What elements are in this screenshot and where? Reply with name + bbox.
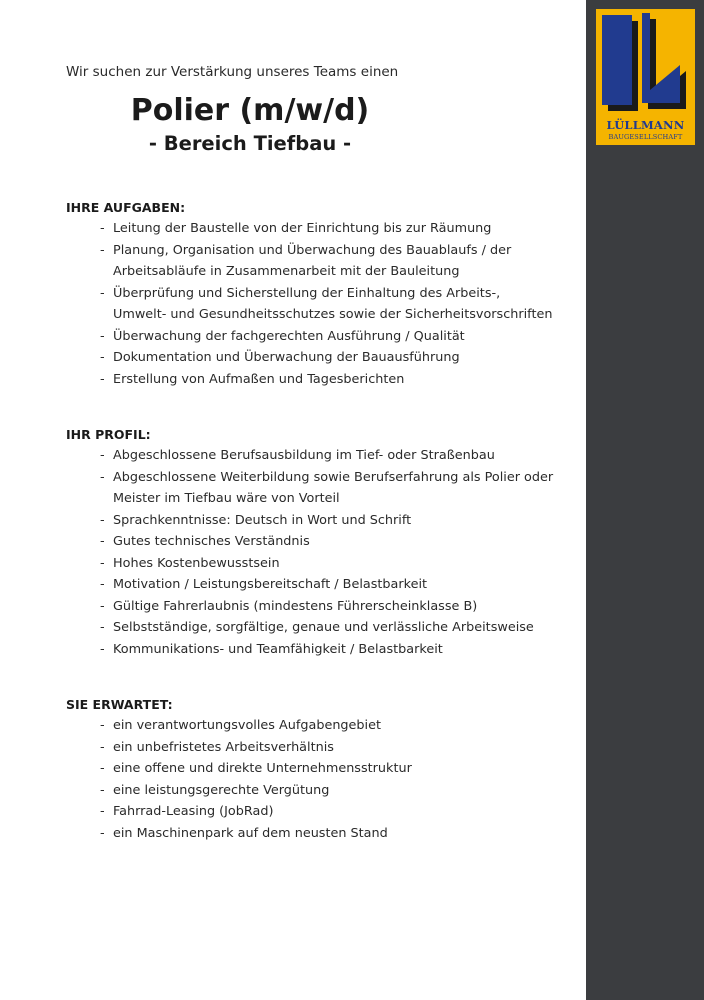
list-item-text: Arbeitsabläufe in Zusammenarbeit mit der Bauleitung: [113, 264, 460, 279]
list-item: [66, 531, 576, 553]
bullet-dash: -: [100, 328, 105, 344]
list-item-text: Selbstständige, sorgfältige, genaue und verlässliche Arbeitsweise: [113, 620, 534, 635]
logo-mark-icon: [596, 9, 695, 119]
bullet-dash: -: [100, 242, 105, 258]
list-item: [66, 240, 576, 283]
bullet-dash: -: [100, 739, 105, 755]
list-item-text: Überwachung der fachgerechten Ausführung / Qualität: [113, 328, 465, 344]
list-item-text: ein Maschinenpark auf dem neusten Stand: [113, 825, 388, 841]
list-item-text: Überprüfung und Sicherstellung der Einhaltung des Arbeits-,: [113, 285, 501, 301]
bullet-dash: -: [100, 469, 105, 485]
list-item: [66, 326, 576, 348]
bullet-dash: -: [100, 512, 105, 528]
logo-company-subtitle: BAUGESELLSCHAFT: [608, 133, 683, 141]
bullet-dash: -: [100, 285, 105, 301]
company-logo: [596, 9, 695, 145]
section-list: [66, 445, 576, 660]
section-list: [66, 715, 576, 844]
list-item-text: Leitung der Baustelle von der Einrichtung bis zur Räumung: [113, 221, 492, 236]
list-item-text: ein verantwortungsvolles Aufgabengebiet: [113, 718, 381, 733]
section-profil: [66, 425, 576, 660]
section-heading: IHR PROFIL:: [66, 427, 151, 442]
list-item-text: Gültige Fahrerlaubnis (mindestens Führerscheinklasse B): [113, 598, 478, 614]
list-item-text: Abgeschlossene Berufsausbildung im Tief- oder Straßenbau: [113, 448, 495, 463]
list-item: [66, 801, 576, 823]
bullet-dash: -: [100, 371, 105, 387]
list-item: [66, 369, 576, 391]
bullet-dash: -: [100, 534, 105, 549]
job-subtitle: - Bereich Tiefbau -: [148, 132, 352, 155]
list-item-text: Planung, Organisation und Überwachung des Bauablaufs / der: [113, 242, 512, 258]
list-item: [66, 617, 576, 639]
logo-company-name: LÜLLMANN: [606, 118, 685, 132]
list-item: [66, 715, 576, 737]
list-item-text: ein unbefristetes Arbeitsverhältnis: [113, 739, 334, 755]
section-list: [66, 218, 576, 390]
bullet-dash: -: [100, 598, 105, 614]
bullet-dash: -: [100, 718, 105, 733]
list-item: [66, 467, 576, 510]
bullet-dash: -: [100, 221, 105, 236]
bullet-dash: -: [100, 804, 105, 819]
list-item: [66, 218, 576, 240]
section-heading: SIE ERWARTET:: [66, 697, 173, 712]
bullet-dash: -: [100, 782, 105, 798]
list-item: [66, 758, 576, 780]
job-title: Polier (m/w/d): [130, 93, 370, 128]
bullet-dash: -: [100, 448, 105, 463]
list-item-text: eine offene und direkte Unternehmensstruktur: [113, 761, 412, 776]
bullet-dash: -: [100, 620, 105, 635]
list-item: [66, 347, 576, 369]
list-item: [66, 737, 576, 759]
list-item-text: Dokumentation und Überwachung der Bauausführung: [113, 350, 460, 365]
list-item: [66, 445, 576, 467]
list-item: [66, 780, 576, 802]
bullet-dash: -: [100, 641, 105, 657]
list-item-text: Kommunikations- und Teamfähigkeit / Belastbarkeit: [113, 641, 443, 657]
list-item: [66, 823, 576, 845]
list-item-text: Fahrrad-Leasing (JobRad): [113, 804, 274, 819]
list-item-text: Motivation / Leistungsbereitschaft / Belastbarkeit: [113, 577, 428, 592]
section-aufgaben: [66, 198, 576, 390]
bullet-dash: -: [100, 825, 105, 841]
list-item: [66, 596, 576, 618]
list-item: [66, 639, 576, 661]
list-item-text: eine leistungsgerechte Vergütung: [113, 782, 330, 798]
list-item-text: Abgeschlossene Weiterbildung sowie Berufserfahrung als Polier oder: [113, 469, 554, 485]
bullet-dash: -: [100, 577, 105, 592]
list-item-text: Meister im Tiefbau wäre von Vorteil: [113, 491, 340, 506]
list-item-text: Hohes Kostenbewusstsein: [113, 555, 280, 571]
intro-text: Wir suchen zur Verstärkung unseres Teams einen: [66, 64, 399, 80]
sidebar-panel: [586, 0, 704, 1000]
list-item-text: Erstellung von Aufmaßen und Tagesberichten: [113, 371, 405, 387]
bullet-dash: -: [100, 761, 105, 776]
list-item-text: Gutes technisches Verständnis: [113, 534, 310, 549]
list-item: [66, 283, 576, 326]
bullet-dash: -: [100, 555, 105, 571]
section-heading: IHRE AUFGABEN:: [66, 200, 186, 215]
section-erwartet: [66, 695, 576, 844]
list-item: [66, 574, 576, 596]
bullet-dash: -: [100, 350, 105, 365]
list-item-text: Sprachkenntnisse: Deutsch in Wort und Schrift: [113, 512, 412, 528]
list-item: [66, 553, 576, 575]
list-item-text: Umwelt- und Gesundheitsschutzes sowie der Sicherheitsvorschriften: [113, 307, 553, 322]
list-item: [66, 510, 576, 532]
